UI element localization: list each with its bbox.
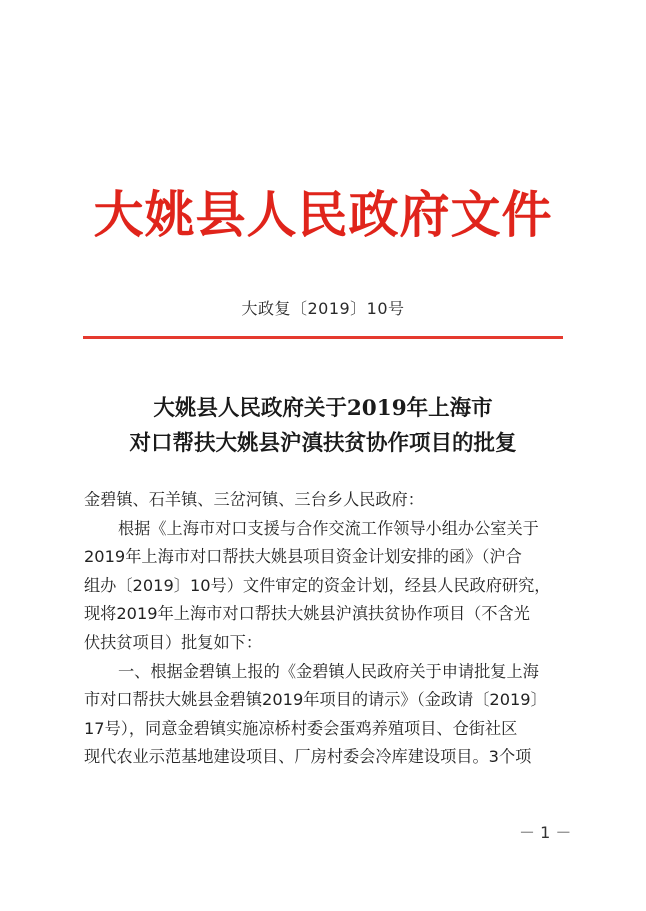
paragraph-line: 组办〔2019〕10号）文件审定的资金计划，经县人民政府研究， (84, 575, 551, 595)
document-body (84, 486, 568, 772)
document-number: 大政复〔2019〕10号 (241, 299, 405, 318)
paragraph-line: 伏扶贫项目）批复如下： (84, 632, 263, 652)
document-title-line: 大姚县人民政府关于2019年上海市 (153, 396, 493, 421)
document-title-line: 对口帮扶大姚县沪滇扶贫协作项目的批复 (129, 431, 517, 456)
page-number: － 1 － (519, 823, 572, 842)
paragraph-line: 现代农业示范基地建设项目、厂房村委会冷库建设项目。3个项 (84, 747, 532, 767)
document-title (60, 391, 586, 461)
paragraph-line: 市对口帮扶大姚县金碧镇2019年项目的请示》（金政请〔2019〕 (84, 690, 547, 710)
paragraph-line: 根据《上海市对口支援与合作交流工作领导小组办公室关于 (118, 518, 539, 538)
paragraph-line: 一、根据金碧镇上报的《金碧镇人民政府关于申请批复上海 (118, 661, 539, 681)
paragraph-1 (84, 515, 568, 658)
header-divider (83, 336, 563, 339)
paragraph-2 (84, 658, 568, 772)
paragraph-line: 现将2019年上海市对口帮扶大姚县沪滇扶贫协作项目（不含光 (84, 604, 530, 624)
recipient-line: 金碧镇、石羊镇、三岔河镇、三台乡人民政府： (84, 490, 424, 509)
paragraph-line: 2019年上海市对口帮扶大姚县项目资金计划安排的函》（沪合 (84, 547, 522, 567)
document-header-title: 大姚县人民政府文件 (93, 185, 553, 244)
paragraph-line: 17号），同意金碧镇实施凉桥村委会蛋鸡养殖项目、仓街社区 (84, 718, 518, 738)
